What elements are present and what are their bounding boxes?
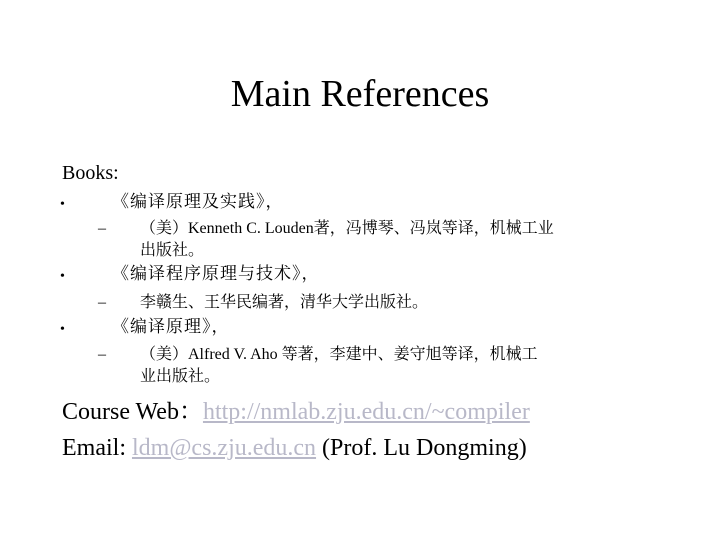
book-detail — [140, 292, 670, 314]
bullet-icon: • — [60, 269, 65, 284]
book-detail-line: （美）Kenneth C. Louden著，冯博琴、冯岚等译，机械工业 — [140, 220, 554, 237]
course-web-label: Course Web： — [62, 399, 203, 425]
course-web-link[interactable]: http://nmlab.zju.edu.cn/~compiler — [202, 399, 530, 425]
bullet-icon: • — [60, 322, 65, 337]
course-web-row — [62, 394, 530, 430]
book-detail-line: 出版社。 — [140, 242, 205, 259]
dash-icon: – — [98, 294, 106, 311]
email-link[interactable]: ldm@cs.zju.edu.cn — [131, 435, 317, 461]
footer-links — [62, 394, 530, 466]
dash-icon: – — [98, 346, 106, 363]
dash-icon: – — [98, 220, 106, 237]
book-detail — [140, 344, 670, 388]
slide-title: Main References — [230, 73, 490, 115]
book-detail-line: （美）Alfred V. Aho 等著，李建中、姜守旭等译，机械工 — [140, 346, 538, 363]
bullet-icon: • — [60, 197, 65, 212]
books-label: Books: — [62, 162, 119, 184]
email-row — [62, 430, 530, 466]
book-title: 《编译原理》， — [112, 317, 230, 337]
email-suffix: (Prof. Lu Dongming) — [316, 435, 527, 461]
book-detail-line: 业出版社。 — [140, 368, 221, 385]
book-title: 《编译原理及实践》， — [112, 192, 284, 212]
book-detail-line: 李赣生、王华民编著，清华大学出版社。 — [140, 294, 429, 311]
book-detail — [140, 218, 670, 262]
book-title: 《编译程序原理与技术》， — [112, 264, 320, 284]
email-label: Email: — [62, 435, 132, 461]
